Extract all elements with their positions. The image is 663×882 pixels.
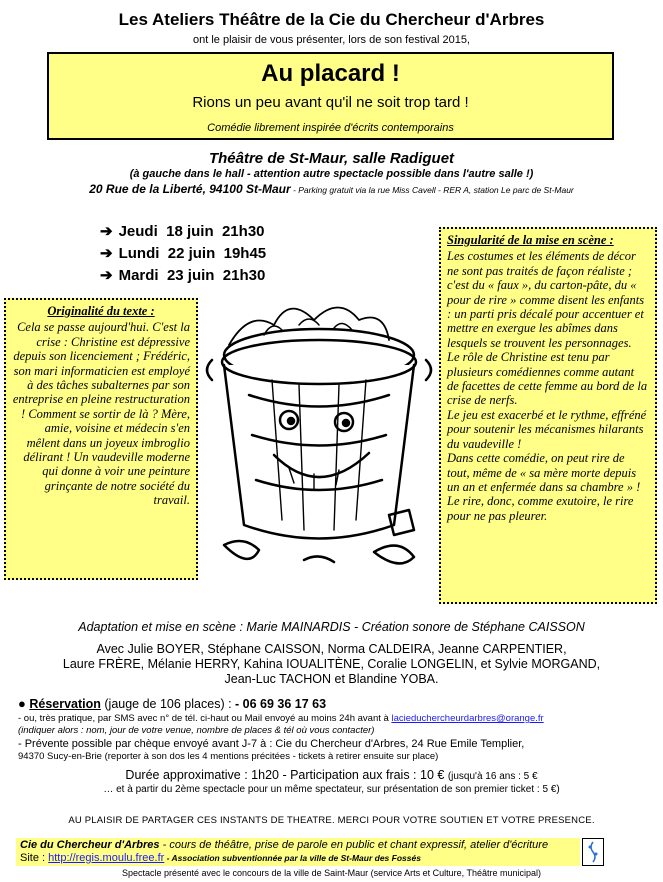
footer-company: Cie du Chercheur d'Arbres <box>20 839 160 851</box>
date-row <box>100 266 265 284</box>
cast-line: Jean-Luc TACHON et Blandine YOBA. <box>224 672 439 686</box>
tree-logo-icon <box>583 839 603 865</box>
reservation-sms-line <box>18 713 658 724</box>
date-time: 21h30 <box>221 223 265 240</box>
presale-address: 94370 Sucy-en-Brie (reporter à son dos les 4 mentions précitées - tickets à retirer ensuite sur place) <box>18 751 439 762</box>
cast-list <box>0 642 663 687</box>
bullet-icon: ● <box>18 696 26 711</box>
duration-text: Durée approximative : 1h20 - Participation aux frais : 10 € <box>125 768 448 782</box>
originality-text: Cela se passe aujourd'hui. C'est la crise : Christine est dépressive depuis son licenciement ; Frédéric, son mari informaticien est employé à des tâches subalternes par son entreprise en pleine restructuration ! Comment se sortir de là ? Mère, amie, voisine et médecin s'en mêlent dans un joyeux imbroglio délirant ! Un vaudeville moderne qui donne à voir une peinture grinçante de notre société du travail. <box>12 320 190 508</box>
arrow-right-icon: ➔ <box>100 245 113 262</box>
arrow-right-icon: ➔ <box>100 267 113 284</box>
originality-box <box>4 298 198 580</box>
duration-price <box>0 768 663 782</box>
staging-paragraph: Le rôle de Christine est tenu par plusieurs comédiennes comme autant de facettes de cette femme au bord de la crise de nerfs. <box>447 350 648 408</box>
cast-line: Avec Julie BOYER, Stéphane CAISSON, Norma CALDEIRA, Jeanne CARPENTIER, <box>96 642 567 656</box>
reservation-label: Réservation <box>29 697 101 711</box>
venue-hall-note: (à gauche dans le hall - attention autre spectacle possible dans l'autre salle !) <box>129 168 534 180</box>
reservation-email-link[interactable]: lacieduchercheurdarbres@orange.fr <box>391 713 544 724</box>
show-note: Comédie librement inspirée d'écrits contemporains <box>207 122 454 134</box>
staging-box <box>439 227 657 604</box>
originality-heading: Originalité du texte : <box>47 304 155 318</box>
thanks-message: AU PLAISIR DE PARTAGER CES INSTANTS DE THEATRE. MERCI POUR VOTRE SOUTIEN ET VOTRE PRESENCE. <box>68 815 595 826</box>
venue-name: Théâtre de St-Maur, salle Radiguet <box>208 150 455 167</box>
footer-company-line <box>20 839 590 851</box>
staging-paragraph: Le jeu est exacerbé et le rythme, effréné pour soutenir les mécanismes hilarants du vaudeville ! <box>447 407 647 451</box>
reservation-sms: - ou, très pratique, par SMS avec n° de tél. ci-haut ou Mail envoyé au moins 24h avant à <box>18 713 392 724</box>
staging-paragraph: Le rire, donc, comme exutoire, le rire pour ne pas pleurer. <box>447 494 634 523</box>
reservation-line <box>18 696 648 711</box>
venue-access: - Parking gratuit via la rue Miss Cavell - RER A, station Le parc de St-Maur <box>290 185 574 195</box>
venue-address-line <box>0 182 663 196</box>
date-day: Jeudi <box>118 223 158 240</box>
youth-price: (jusqu'à 16 ans : 5 € <box>447 771 538 782</box>
date-row <box>100 244 266 262</box>
sponsor-note: Spectacle présenté avec le concours de la ville de Saint-Maur (service Arts et Culture, Théâtre municipal) <box>121 868 542 878</box>
footer-description: - cours de théâtre, prise de parole en public et chant expressif, atelier d'écriture <box>159 839 549 851</box>
staging-paragraph: Dans cette comédie, on peut rire de tout, même de « sa mère morte depuis un an et enfermée dans sa chambre » ! <box>447 451 641 494</box>
footer-site-link[interactable]: http://regis.moulu.free.fr <box>48 852 165 864</box>
staging-heading: Singularité de la mise en scène : <box>447 233 614 247</box>
company-title: Les Ateliers Théâtre de la Cie du Chercheur d'Arbres <box>118 10 545 29</box>
date-time: 19h45 <box>223 245 267 262</box>
date-time: 21h30 <box>222 267 266 284</box>
date-date: 23 juin <box>166 267 215 284</box>
adaptation-credits: Adaptation et mise en scène : Marie MAINARDIS - Création sonore de Stéphane CAISSON <box>78 620 585 634</box>
date-date: 22 juin <box>167 245 216 262</box>
staging-paragraph: Les costumes et les éléments de décor ne sont pas traités de façon réaliste ; c'est du « faux », du carton-pâte, du « pour de rire » comme disent les enfants : un parti pris décalé pour accentuer et mettre en exergue les abîmes dans lesquels se trouvent les personnages. <box>447 249 645 350</box>
footer-site-label: Site : <box>20 852 49 864</box>
show-title-box <box>47 52 614 140</box>
show-title: Au placard ! <box>261 60 400 87</box>
footer-association: - Association subventionnée par la ville de St-Maur des Fossés <box>164 853 421 863</box>
footer-site-line <box>20 852 590 864</box>
company-logo <box>582 838 604 866</box>
reservation-instructions: (indiquer alors : nom, jour de votre venue, nombre de places & tél où vous contacter) <box>18 725 375 736</box>
presale-line: - Prévente possible par chèque envoyé avant J-7 à : Cie du Chercheur d'Arbres, 24 Rue Emile Templier, <box>18 738 525 750</box>
venue-address: 20 Rue de la Liberté, 94100 St-Maur <box>89 182 291 196</box>
trash-can-illustration <box>204 290 434 590</box>
date-row <box>100 222 265 240</box>
show-tagline: Rions un peu avant qu'il ne soit trop tard ! <box>192 94 469 111</box>
date-day: Lundi <box>118 245 160 262</box>
intro-line: ont le plaisir de vous présenter, lors de son festival 2015, <box>193 34 470 46</box>
date-date: 18 juin <box>166 223 214 240</box>
reservation-phone: - 06 69 36 17 63 <box>235 697 327 711</box>
arrow-right-icon: ➔ <box>100 223 113 240</box>
second-show-price: … et à partir du 2ème spectacle pour un même spectateur, sur présentation de son premier ticket : 5 €) <box>103 784 560 795</box>
cast-line: Laure FRÈRE, Mélanie HERRY, Kahina IOUALITÈNE, Coralie LONGELIN, et Sylvie MORGAND, <box>62 657 601 671</box>
date-day: Mardi <box>118 267 159 284</box>
reservation-capacity: (jauge de 106 places) : <box>100 697 236 711</box>
